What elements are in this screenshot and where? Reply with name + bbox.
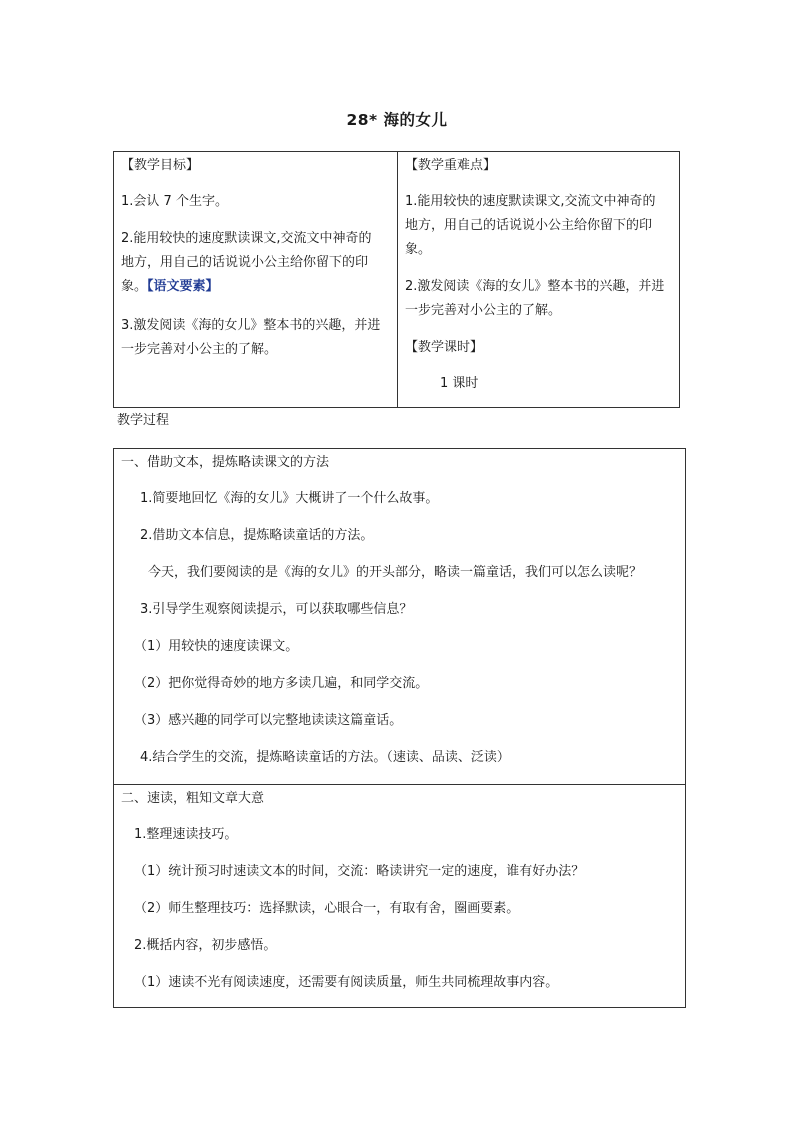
section-1-line-4: 3.引导学生观察阅读提示，可以获取哪些信息？ (140, 602, 413, 617)
goals-item-1: 1.会认 7 个生字。 (121, 194, 228, 209)
teaching-process-table (113, 448, 686, 1008)
goals-item-2-end: 象。 (121, 279, 148, 294)
key-point-1-line-1: 1.能用较快的速度默读课文,交流文中神奇的 (405, 194, 656, 209)
page-title: 28* 海的女儿 (346, 111, 448, 129)
goals-heading: 【教学目标】 (121, 158, 200, 173)
key-point-1-line-2: 地方，用自己的话说说小公主给你留下的印 (405, 218, 653, 233)
section-1-line-6: （2）把你觉得奇妙的地方多读几遍，和同学交流。 (134, 676, 429, 691)
teaching-hours-value: 1 课时 (440, 376, 479, 391)
section-1-heading: 一、借助文本，提炼略读课文的方法 (121, 455, 330, 470)
key-point-1-line-3: 象。 (405, 242, 432, 257)
goals-item-3-line-2: 一步完善对小公主的了解。 (121, 342, 278, 357)
teaching-goals-cell (114, 152, 398, 407)
goals-table (113, 151, 680, 408)
section-1-line-2: 2.借助文本信息，提炼略读童话的方法。 (140, 528, 374, 543)
section-2-line-3: （2）师生整理技巧：选择默读，心眼合一，有取有舍，圈画要素。 (134, 901, 520, 916)
section-1-line-7: （3）感兴趣的同学可以完整地读读这篇童话。 (134, 713, 403, 728)
goals-item-2-line-1: 2.能用较快的速度默读课文,交流文中神奇的 (121, 231, 372, 246)
teaching-hours-heading: 【教学课时】 (405, 340, 484, 355)
goals-item-2-line-3 (121, 279, 219, 295)
row-divider (114, 784, 685, 785)
key-points-cell (398, 152, 679, 407)
process-label: 教学过程 (117, 413, 170, 428)
goals-item-3-line-1: 3.激发阅读《海的女儿》整本书的兴趣，并进 (121, 318, 381, 333)
goals-item-2-line-2: 地方，用自己的话说说小公主给你留下的印 (121, 255, 369, 270)
section-2-heading: 二、速读，粗知文章大意 (121, 791, 265, 806)
section-1-line-1: 1.简要地回忆《海的女儿》大概讲了一个什么故事。 (140, 491, 439, 506)
language-element-tag: 【语文要素】 (147, 279, 219, 294)
section-2-line-5: （1）速读不光有阅读速度，还需要有阅读质量，师生共同梳理故事内容。 (134, 975, 559, 990)
section-2-line-1: 1.整理速读技巧。 (134, 827, 238, 842)
key-points-heading: 【教学重难点】 (405, 158, 497, 173)
section-2-line-4: 2.概括内容，初步感悟。 (134, 938, 277, 953)
key-point-2-line-1: 2.激发阅读《海的女儿》整本书的兴趣，并进 (405, 279, 665, 294)
section-1-line-5: （1）用较快的速度读课文。 (134, 639, 299, 654)
section-1-line-3: 今天，我们要阅读的是《海的女儿》的开头部分，略读一篇童话，我们可以怎么读呢？ (148, 565, 643, 580)
key-point-2-line-2: 一步完善对小公主的了解。 (405, 303, 562, 318)
section-2-line-2: （1）统计预习时速读文本的时间，交流：略读讲究一定的速度，谁有好办法？ (134, 864, 585, 879)
section-1-line-8: 4.结合学生的交流，提炼略读童话的方法。（速读、品读、泛读） (140, 750, 510, 765)
